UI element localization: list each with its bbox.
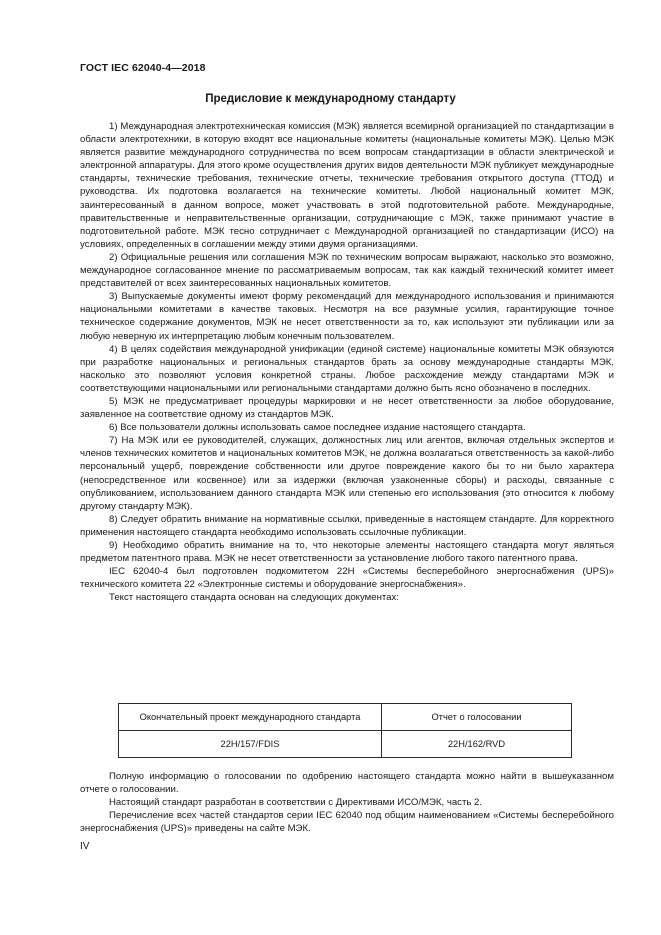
paragraph-based-on-documents: Текст настоящего стандарта основан на следующих документах: [109,592,399,604]
document-header: ГОСТ IEC 62040-4—2018 [80,62,206,74]
paragraph-1: 1) Международная электротехническая комиссия (МЭК) является всемирной организацией по стандартизации в области электротехники, в которую входят все национальные комитеты (национальные комитеты МЭК). Целью МЭК является развитие международного сотрудничества по всем вопросам стандартизации в области электрической и электронной аппаратуры. Для этого кроме осуществления других видов деятельности МЭК публикует международные стандарты, технические требования, технические отчеты, технические требования открытого доступа (ТТОД) и руководства. Их подготовка возлагается на технические комитеты. Любой национальный комитет МЭК, заинтересованный в данном вопросе, может участвовать в этой подготовительной работе. Международные, правительственные и неправительственные организации, сотрудничающие с МЭК, также принимают участие в подготовительной работе. МЭК тесно сотрудничает с Международной организацией по стандартизации (ИСО) на условиях, определенных в соглашении между этими двумя организациями. [80,121,614,250]
paragraph-iec-subcommittee: IEC 62040-4 был подготовлен подкомитетом 22H «Системы бесперебойного энергоснабжения (UPS)» технического комитета 22 «Электронные системы и оборудование энергоснабжения». [80,566,614,591]
voting-documents-table [118,703,572,758]
paragraph-6: 6) Все пользователи должны использовать самое последнее издание настоящего стандарта. [109,422,526,434]
table-cell: 22H/162/RVD [382,731,572,758]
paragraph-voting-info: Полную информацию о голосовании по одобрению настоящего стандарта можно найти в вышеуказанном отчете о голосовании. [80,771,614,796]
foreword-text-bottom [80,770,614,835]
paragraph-4: 4) В целях содействия международной унификации (единой системе) национальные комитеты МЭК обязуются при разработке национальных и региональных стандартов брать за основу международные стандарты МЭК, насколько это позволяют условия конкретной страны. Любое расхождение между стандартами МЭК и соответствующими национальными или региональными стандартами должно быть ясно обозначено в последних. [80,343,614,394]
table-header-cell: Окончательный проект международного стандарта [119,704,382,731]
paragraph-series-parts: Перечисление всех частей стандартов серии IEC 62040 под общим наименованием «Системы бесперебойного энергоснабжения (UPS)» приведены на сайте МЭК. [80,810,614,835]
paragraph-8: 8) Следует обратить внимание на нормативные ссылки, приведенные в настоящем стандарте. Для корректного применения настоящего стандарта необходимо использовать ссылочные публикации. [80,513,614,538]
table-header-cell: Отчет о голосовании [382,704,572,731]
table-header-row [119,704,572,731]
paragraph-7: 7) На МЭК или ее руководителей, служащих, должностных лиц или агентов, включая отдельных экспертов и членов технических комитетов и национальных комитетов МЭК, не должна возлагаться ответственность за какой-либо персональный ущерб, повреждение собственности или другое повреждение какого бы то ни было характера (непосредственное или косвенное) или за издержки (включая узаконенные сборы) и расходы, связанные с опубликованием, использованием данного стандарта МЭК или степенью его использования (это относится к любому другому стандарту МЭК). [80,435,614,512]
table-row [119,731,572,758]
table-cell: 22H/157/FDIS [119,731,382,758]
paragraph-2: 2) Официальные решения или соглашения МЭК по техническим вопросам выражают, насколько это возможно, международное согласованное мнение по рассматриваемым вопросам, так как каждый технический комитет имеет представителей от всех заинтересованных национальных комитетов. [80,251,614,290]
page-number: IV [80,841,90,852]
voting-documents-table-wrap [118,703,572,758]
paragraph-3: 3) Выпускаемые документы имеют форму рекомендаций для международного использования и принимаются национальными комитетами в качестве таковых. Несмотря на все разумные усилия, гарантирующие точное техническое содержание документов, МЭК не несет ответственности за то, как используют эти публикации или за любую неверную их интерпретацию любым конечным пользователем. [80,291,614,342]
paragraph-5: 5) МЭК не предусматривает процедуры маркировки и не несет ответственности за любое оборудование, заявленное на соответствие одному из стандартов МЭК. [80,395,614,421]
paragraph-9: 9) Необходимо обратить внимание на то, что некоторые элементы настоящего стандарта могут являться предметом патентного права. МЭК не несет ответственности за установление любого такого патентного права. [80,540,614,565]
paragraph-directives: Настоящий стандарт разработан в соответствии с Директивами ИСО/МЭК, часть 2. [109,797,483,809]
foreword-text-top [80,120,614,604]
section-title: Предисловие к международному стандарту [205,93,456,105]
